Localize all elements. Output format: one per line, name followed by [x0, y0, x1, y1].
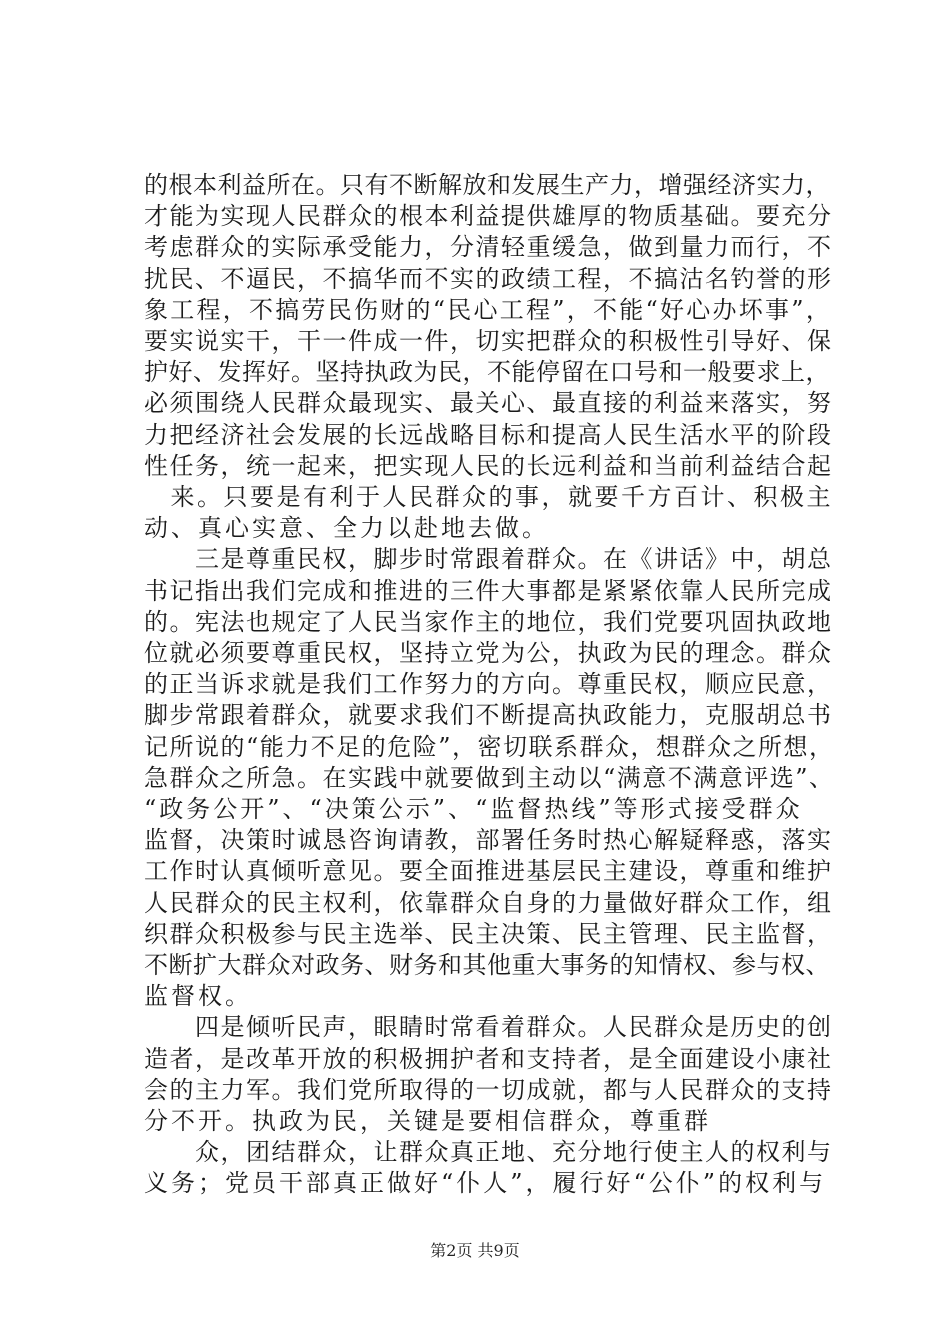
text-line: 会的主力军。我们党所取得的一切成就，都与人民群众的支持 — [144, 1075, 833, 1104]
text-line: 动、真心实意、全力以赴地去做。 — [144, 514, 549, 543]
text-line: 三是尊重民权，脚步时常跟着群众。在《讲话》中，胡总 — [144, 545, 833, 574]
text-line: 护好、发挥好。坚持执政为民，不能停留在口号和一般要求上， — [144, 358, 830, 387]
text-line: 的正当诉求就是我们工作努力的方向。尊重民权，顺应民意， — [144, 670, 833, 699]
text-line: 工作时认真倾听意见。要全面推进基层民主建设，尊重和维护 — [144, 857, 833, 886]
text-line: 监督权。 — [144, 982, 252, 1011]
text-line: 象工程，不搞劳民伤财的“民心工程”，不能“好心办坏事”， — [144, 295, 833, 324]
page-footer: 第2页 共9页 — [430, 1241, 520, 1260]
text-line: 记所说的“能力不足的危险”，密切联系群众，想群众之所想， — [144, 732, 835, 761]
text-line: 性任务，统一起来，把实现人民的长远利益和当前利益结合起 — [144, 451, 833, 480]
text-line: 书记指出我们完成和推进的三件大事都是紧紧依靠人民所完成 — [144, 576, 833, 605]
text-line: 考虑群众的实际承受能力，分清轻重缓急，做到量力而行，不 — [144, 233, 833, 262]
text-line: 要实说实干，干一件成一件，切实把群众的积极性引导好、保 — [144, 327, 833, 355]
text-line: 不断扩大群众对政务、财务和其他重大事务的知情权、参与权、 — [144, 951, 830, 979]
text-line: 的根本利益所在。只有不断解放和发展生产力，增强经济实力， — [144, 171, 830, 199]
text-line: 人民群众的民主权利，依靠群众自身的力量做好群众工作，组 — [144, 888, 833, 917]
text-line: 力把经济社会发展的长远战略目标和提高人民生活水平的阶段 — [144, 420, 833, 449]
text-line: 才能为实现人民群众的根本利益提供雄厚的物质基础。要充分 — [144, 202, 833, 231]
text-line: 造者，是改革开放的积极拥护者和支持者，是全面建设小康社 — [144, 1044, 833, 1073]
text-line: 四是倾听民声，眼睛时常看着群众。人民群众是历史的创 — [144, 1013, 833, 1042]
text-line: 急群众之所急。在实践中就要做到主动以“满意不满意评选”、 — [144, 763, 835, 792]
text-line: 义务；党员干部真正做好“仆人”，履行好“公仆”的权利与 — [144, 1169, 827, 1198]
text-line: 的。宪法也规定了人民当家作主的地位，我们党要巩固执政地 — [144, 607, 833, 636]
text-line: 必须围绕人民群众最现实、最关心、最直接的利益来落实，努 — [144, 389, 833, 418]
text-line: 分不开。执政为民，关键是要相信群众，尊重群 — [144, 1107, 711, 1135]
text-line: 脚步常跟着群众，就要求我们不断提高执政能力，克服胡总书 — [144, 701, 833, 730]
text-line: 来。只要是有利于人民群众的事，就要千方百计、积极主 — [144, 483, 833, 511]
text-line: “政务公开”、“决策公示”、“监督热线”等形式接受群众 — [144, 795, 803, 823]
text-line: 织群众积极参与民主选举、民主决策、民主管理、民主监督， — [144, 919, 833, 948]
text-line: 众，团结群众，让群众真正地、充分地行使主人的权利与 — [144, 1138, 833, 1167]
text-line: 位就必须要尊重民权，坚持立党为公，执政为民的理念。群众 — [144, 639, 833, 667]
text-line: 扰民、不逼民，不搞华而不实的政绩工程，不搞沽名钓誉的形 — [144, 264, 833, 293]
text-line: 监督，决策时诚恳咨询请教，部署任务时热心解疑释惑，落实 — [144, 826, 833, 855]
